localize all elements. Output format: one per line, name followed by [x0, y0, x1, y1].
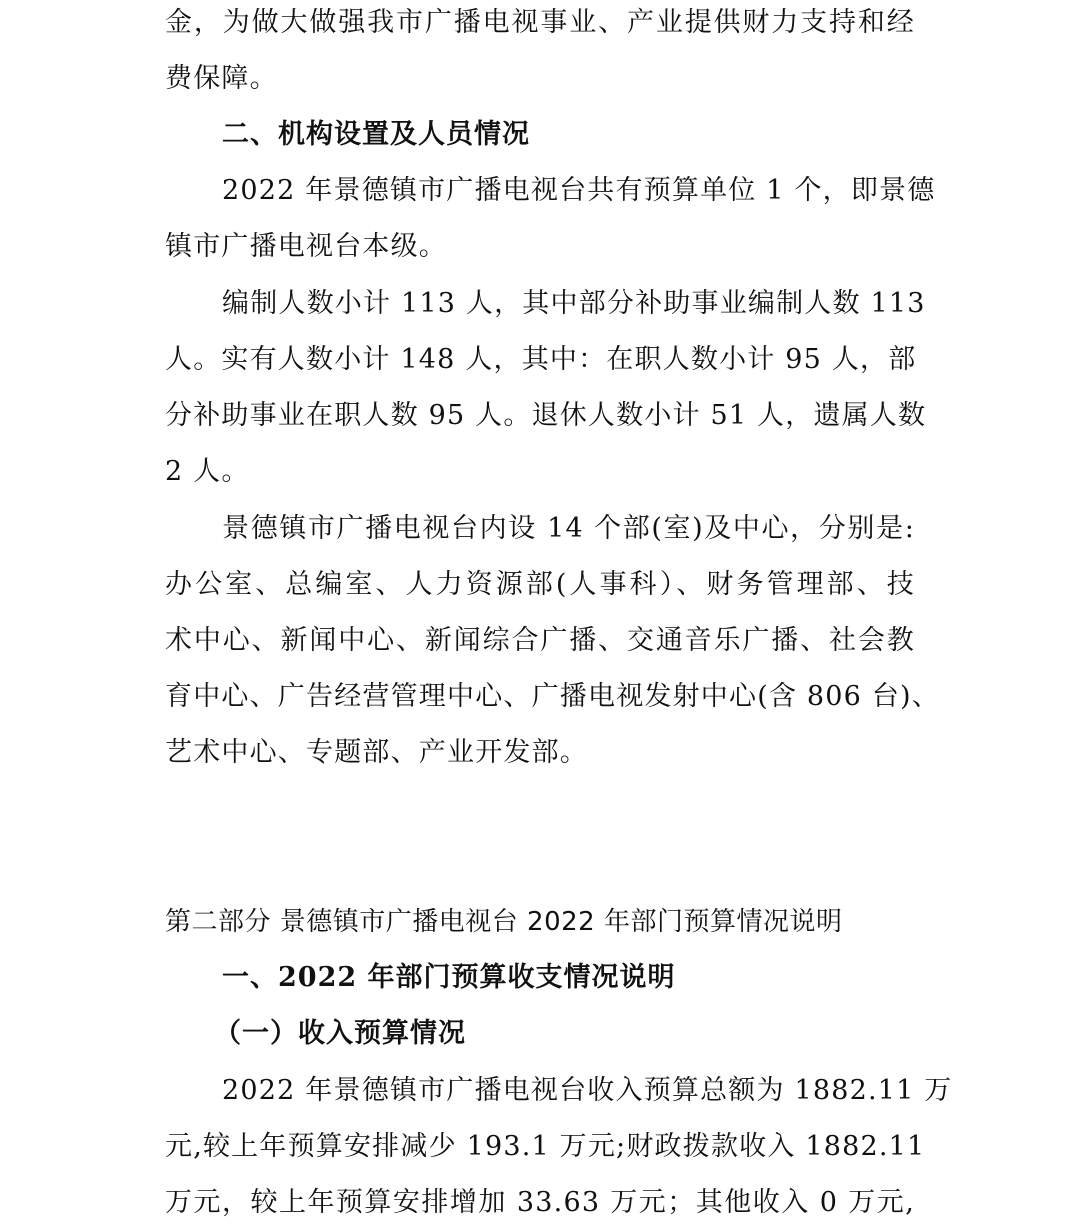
paragraph-line: 育中心、广告经营管理中心、广播电视发射中心(含 806 台)、: [165, 681, 940, 712]
paragraph-line: 艺术中心、专题部、产业开发部。: [165, 737, 588, 768]
paragraph-line: 2 人。: [165, 456, 250, 487]
paragraph-line: 镇市广播电视台本级。: [165, 231, 447, 262]
paragraph-line: 分补助事业在职人数 95 人。退休人数小计 51 人，遗属人数: [165, 400, 927, 431]
paragraph-line: 景德镇市广播电视台内设 14 个部(室)及中心，分别是:: [222, 513, 915, 544]
part-heading: 第二部分 景德镇市广播电视台 2022 年部门预算情况说明: [165, 907, 843, 937]
paragraph-line: 2022 年景德镇市广播电视台收入预算总额为 1882.11 万: [222, 1075, 953, 1106]
paragraph-line: 编制人数小计 113 人，其中部分补助事业编制人数 113: [222, 288, 926, 319]
subsection-heading: （一）收入预算情况: [214, 1018, 466, 1049]
section-heading: 二、机构设置及人员情况: [222, 119, 530, 150]
paragraph-line: 办公室、总编室、人力资源部(人事科）、财务管理部、技: [165, 569, 915, 600]
paragraph-line: 费保障。: [165, 63, 278, 94]
paragraph-line: 术中心、新闻中心、新闻综合广播、交通音乐广播、社会教: [165, 625, 915, 656]
section-heading: 一、2022 年部门预算收支情况说明: [222, 962, 676, 993]
paragraph-line: 人。实有人数小计 148 人，其中：在职人数小计 95 人，部: [165, 344, 917, 375]
paragraph-line: 元,较上年预算安排减少 193.1 万元;财政拨款收入 1882.11: [165, 1131, 926, 1162]
paragraph-line: 万元，较上年预算安排增加 33.63 万元；其他收入 0 万元,: [165, 1187, 915, 1218]
paragraph-line: 金，为做大做强我市广播电视事业、产业提供财力支持和经: [165, 7, 915, 38]
paragraph-line: 2022 年景德镇市广播电视台共有预算单位 1 个，即景德: [222, 175, 936, 206]
